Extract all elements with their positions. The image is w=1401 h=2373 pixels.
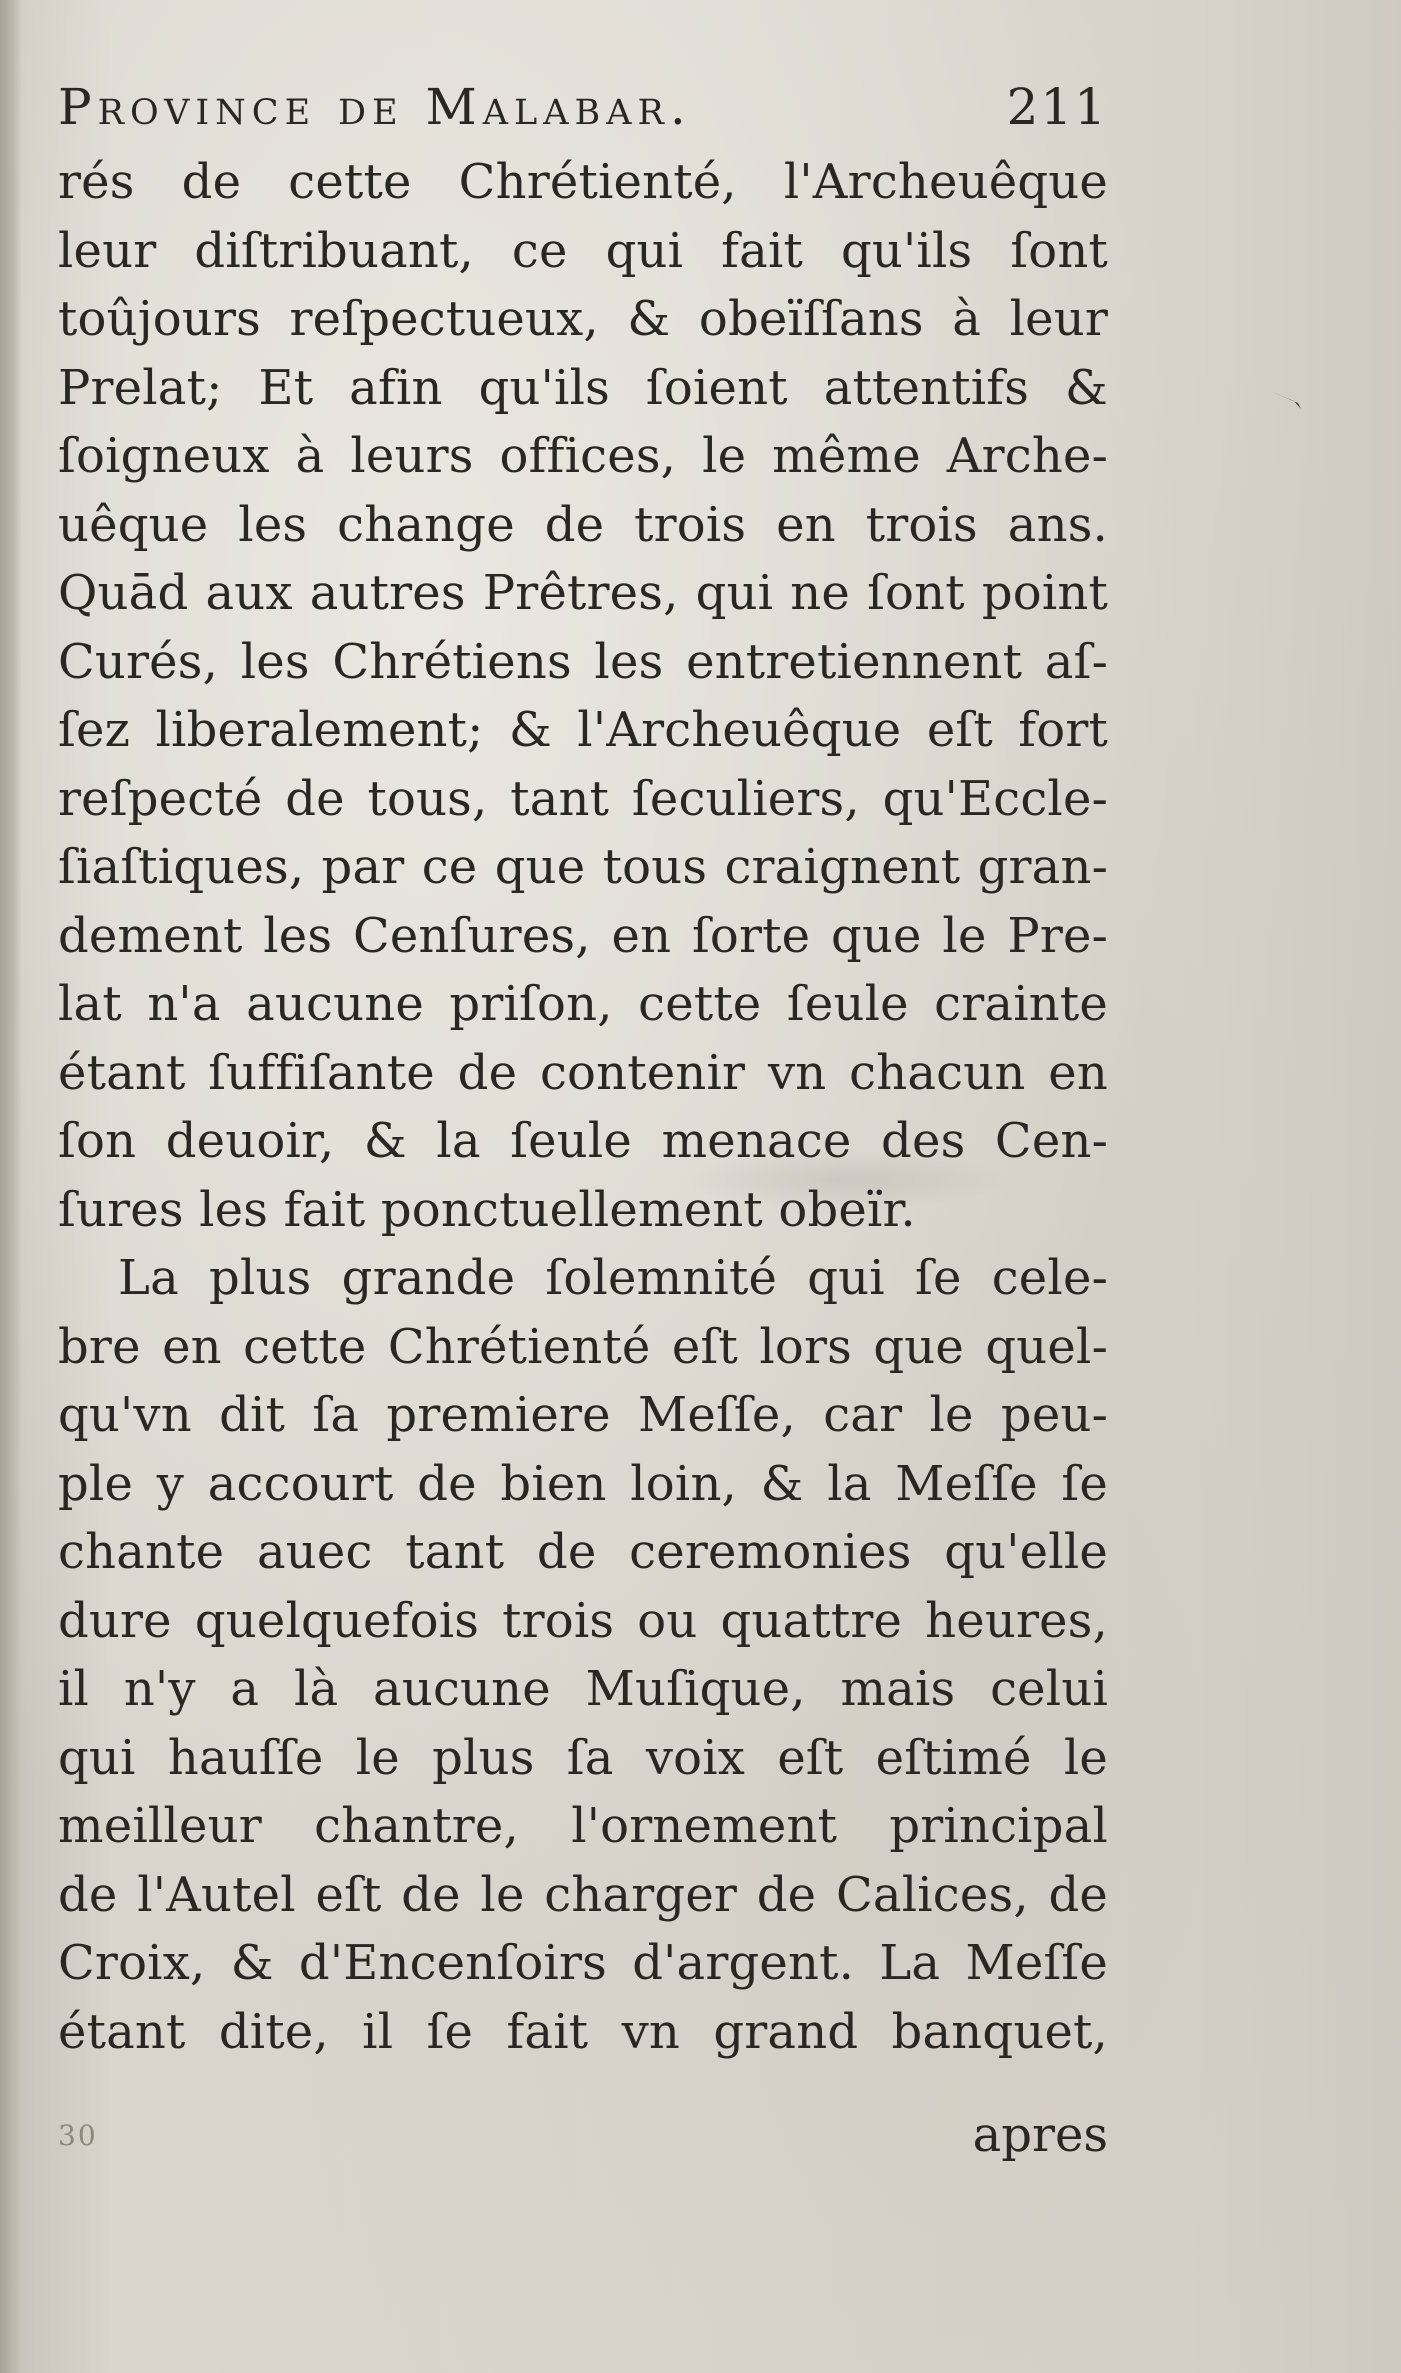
text-line: dement les Cenſures, en ſorte que le Pre- [58, 907, 1108, 964]
text-line: étant ſuffiſante de contenir vn chacun en [58, 1044, 1108, 1101]
text-line: Quād aux autres Prêtres, qui ne ſont point [58, 565, 1108, 621]
page-number: 211 [1006, 78, 1108, 136]
text-line: La plus grande ſolemnité qui ſe cele- [118, 1250, 1108, 1306]
running-head [58, 78, 1108, 148]
signature-mark: 30 [58, 2118, 98, 2152]
text-line: qui hauſſe le plus ſa voix eſt eſtimé le [58, 1729, 1108, 1786]
text-line: de l'Autel eſt de le charger de Calices, de [58, 1866, 1108, 1923]
text-line: meilleur chantre, l'ornement principal [58, 1798, 1108, 1854]
text-line: Prelat; Et afin qu'ils ſoient attentifs & [58, 359, 1108, 416]
paragraph-2 [58, 1244, 1108, 2066]
paragraph-1 [58, 148, 1108, 1244]
text-line: lat n'a aucune priſon, cette ſeule crainte [58, 976, 1108, 1032]
text-line: Croix, & d'Encenſoirs d'argent. La Meſſe [58, 1935, 1108, 1991]
text-line: étant dite, il ſe fait vn grand banquet, [58, 2003, 1108, 2060]
running-title: Province de Malabar. [58, 78, 692, 136]
text-line: ſures les fait ponctuellement obeïr. [58, 1181, 916, 1238]
text-line: Curés, les Chrétiens les entretiennent aſ- [58, 633, 1108, 690]
text-line: qu'vn dit ſa premiere Meſſe, car le peu- [58, 1387, 1108, 1443]
ink-stroke-mark [1268, 385, 1304, 411]
text-line: dure quelquefois trois ou quattre heures, [58, 1592, 1108, 1649]
text-line: uêque les change de trois en trois ans. [58, 496, 1108, 553]
text-line: ple y accourt de bien loin, & la Meſſe ſe [58, 1455, 1108, 1512]
text-line: rés de cette Chrétienté, l'Archeuêque [58, 154, 1108, 210]
catchword-row [58, 2105, 1108, 2165]
text-line: leur diſtribuant, ce qui fait qu'ils ſont [58, 222, 1108, 279]
catchword: apres [972, 2107, 1108, 2163]
text-line: ſoigneux à leurs offices, le même Arche- [58, 428, 1108, 484]
page-text [58, 78, 1108, 2066]
text-line: toûjours reſpectueux, & obeïſſans à leur [58, 291, 1108, 347]
text-line: ſiaſtiques, par ce que tous craignent gran- [58, 839, 1108, 895]
text-line: chante auec tant de ceremonies qu'elle [58, 1524, 1108, 1580]
text-line: il n'y a là aucune Muſique, mais celui [58, 1661, 1108, 1717]
text-line: reſpecté de tous, tant ſeculiers, qu'Eccle- [58, 770, 1108, 827]
text-line: ſez liberalement; & l'Archeuêque eſt fort [58, 702, 1108, 758]
text-line: ſon deuoir, & la ſeule menace des Cen- [58, 1113, 1108, 1169]
gutter-shadow [0, 0, 22, 2373]
text-line: bre en cette Chrétienté eſt lors que quel- [58, 1318, 1108, 1375]
